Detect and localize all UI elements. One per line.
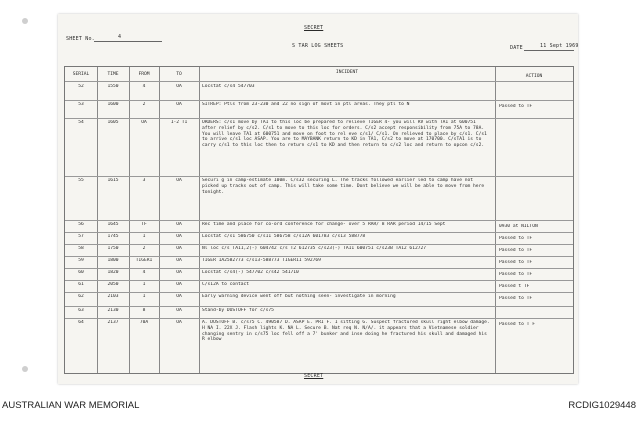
row-divider xyxy=(65,176,573,177)
classification-top: SECRET xyxy=(304,25,324,31)
date-label: DATE xyxy=(510,45,523,51)
cell-time: 2103 xyxy=(107,294,119,299)
cell-time: 1800 xyxy=(107,258,119,263)
row-divider xyxy=(65,100,573,101)
cell-from: 1 xyxy=(142,234,146,239)
cell-incident: Locstat c/s4(-) 547702 c/s42 541710 xyxy=(202,270,299,275)
cell-incident: A. DUSTOFF B. c/s75 C. 490587 D. ASAP E. PRI F. 1 sitting G. Suspect fractured skull right elbow damage. H NA I. 22X J. Flash lights K. NA L. Secure B. Nat req N. N/A/. it appears that a Vietnamese soldier changing sentry in c/s75 loc fell off a 7' bunker and inse doing he fractured his skull and damaged his R elbow xyxy=(202,320,490,343)
col-header-from: FROM xyxy=(138,72,150,77)
cell-action: Passed to TF xyxy=(499,272,533,277)
cell-action: Passed to TF xyxy=(499,236,533,241)
cell-action xyxy=(499,180,571,223)
cell-serial: 59 xyxy=(78,258,84,263)
cell-serial: 61 xyxy=(78,282,84,287)
cell-from: 4 xyxy=(142,84,146,89)
cell-serial: 54 xyxy=(78,120,84,125)
cell-incident: Early warning device went off but nothing seen- investigate in morning xyxy=(202,294,396,299)
col-header-to: TO xyxy=(176,72,182,77)
cell-serial: 57 xyxy=(78,234,84,239)
cell-to: OA xyxy=(176,258,182,263)
cell-time: 2130 xyxy=(107,308,119,313)
row-divider xyxy=(65,256,573,257)
col-header-serial: SERIAL xyxy=(72,72,90,77)
cell-to: 1-2 T1 xyxy=(170,120,188,125)
cell-to: OA xyxy=(176,246,182,251)
archive-reference: RCDIG1029448 xyxy=(568,400,636,411)
cell-serial: 56 xyxy=(78,222,84,227)
cell-incident: Rec time and place for co-ord conference for change- over 5 RAR/ 8 RAR period 14/15 Sept xyxy=(202,222,446,227)
cell-to: OA xyxy=(176,282,182,287)
log-sheet xyxy=(58,14,578,384)
log-title: S TAR LOG SHEETS xyxy=(292,43,344,49)
row-divider xyxy=(65,220,573,221)
col-header-time: TIME xyxy=(107,72,119,77)
cell-action xyxy=(499,86,571,99)
cell-incident: ORDERS: c/s1 move by TA1 to this loc be prepared to relieve TIGER 4- you will RV with TA1 at 600751 after relief by c/s2. C/s1 to move to this loc for orders. C/s2 accept responsibility from 75A to 78A. You will leave TA1 at 600751 and move on foot to rel eve c/s1/ C/s1. On relieved to place by c/s1. C/s1 to arrive c/s1 loc ASAP. You are to MAYBANK return to KD in TA1, C/s2 to move at 170700. C/sTA1 is to carry c/s1 to this loc then to return c/s1 to KD and then return to c/s2 loc and return to opcon c/s2. xyxy=(202,120,487,149)
cell-action: Passed t TF xyxy=(499,284,530,289)
row-divider xyxy=(65,232,573,233)
cell-to: OA xyxy=(176,102,182,107)
cell-from: TF xyxy=(141,222,147,227)
classification-bottom: SECRET xyxy=(304,373,324,379)
cell-serial: 63 xyxy=(78,308,84,313)
date-underline xyxy=(524,50,574,51)
cell-incident: Securi g in camp-estimate 100m. C/s32 securing L. The tracks followed earlier led to camp have not picked up tracks out of camp. This will take some time. Dont believe we will be able to move from here tonight. xyxy=(202,178,485,195)
cell-incident: Locstat c/s1 586750 c/s11 586758 c/s12A 601783 c/s13 588778 xyxy=(202,234,366,239)
log-table xyxy=(64,66,574,374)
archive-name: AUSTRALIAN WAR MEMORIAL xyxy=(2,400,140,411)
header-divider xyxy=(65,81,573,82)
cell-action: Passed to T F xyxy=(499,322,535,327)
cell-to: OA xyxy=(176,222,182,227)
cell-from: 1 xyxy=(142,282,146,287)
col-header-action: ACTION xyxy=(525,74,543,79)
cell-from: 4 xyxy=(142,270,146,275)
sheet-number: 4 xyxy=(118,34,122,40)
cell-to: OA xyxy=(176,308,182,313)
cell-time: 2050 xyxy=(107,282,119,287)
cell-incident: Stand-by DUSTOFF for c/s75 xyxy=(202,308,274,313)
row-divider xyxy=(65,292,573,293)
cell-time: 1600 xyxy=(107,102,119,107)
row-divider xyxy=(65,244,573,245)
cell-serial: 58 xyxy=(78,246,84,251)
cell-incident: TIGER 1A2582773 c/s13-588773 TIGER11 592769 xyxy=(202,258,321,263)
cell-time: 1645 xyxy=(107,222,119,227)
cell-time: 1615 xyxy=(107,178,119,183)
cell-action xyxy=(499,122,571,179)
cell-to: OA xyxy=(176,270,182,275)
cell-serial: 62 xyxy=(78,294,84,299)
cell-action: Passed to TF xyxy=(499,104,533,109)
cell-incident: Locstat c/s4 547703 xyxy=(202,84,255,89)
cell-time: 2137 xyxy=(107,320,119,325)
cell-to: OA xyxy=(176,320,182,325)
cell-from: 70A xyxy=(139,320,149,325)
cell-time: 1820 xyxy=(107,270,119,275)
cell-to: OA xyxy=(176,84,182,89)
row-divider xyxy=(65,318,573,319)
cell-serial: 52 xyxy=(78,84,84,89)
col-header-incident: INCIDENT xyxy=(335,70,359,75)
sheet-label: SHEET No. xyxy=(66,36,95,42)
punch-hole-bottom xyxy=(22,366,28,372)
cell-action xyxy=(499,310,571,321)
cell-serial: 55 xyxy=(78,178,84,183)
cell-incident: C/s12A to contact xyxy=(202,282,250,287)
cell-incident: Nl loc c/s TA11,2(-) 604742 c/s T2 612735 c/s23(-) TA11 600751 c/s23B TA12 612727 xyxy=(202,246,427,251)
cell-to: OA xyxy=(176,178,182,183)
cell-from: 8 xyxy=(142,308,146,313)
row-divider xyxy=(65,306,573,307)
cell-action: Passed to TF xyxy=(499,248,533,253)
cell-to: OA xyxy=(176,234,182,239)
row-divider xyxy=(65,268,573,269)
cell-from: TIGER1 xyxy=(135,258,153,263)
cell-to: OA xyxy=(176,294,182,299)
cell-from: 1 xyxy=(142,294,146,299)
cell-from: OA xyxy=(141,120,147,125)
cell-serial: 60 xyxy=(78,270,84,275)
row-divider xyxy=(65,280,573,281)
cell-action: Passed to TF xyxy=(499,260,533,265)
cell-action: 0930 at NILTON xyxy=(499,224,538,229)
cell-serial: 53 xyxy=(78,102,84,107)
cell-time: 1550 xyxy=(107,84,119,89)
cell-time: 1745 xyxy=(107,234,119,239)
sheet-number-underline xyxy=(94,41,162,42)
date-value: 11 Sept 1969 xyxy=(540,43,579,49)
row-divider xyxy=(65,118,573,119)
cell-from: 2 xyxy=(142,246,146,251)
cell-time: 1750 xyxy=(107,246,119,251)
cell-from: 3 xyxy=(142,178,146,183)
cell-incident: SITREP: Ptls from 23-230 and 22 no sign of movt in ptl areas. They ptl to N xyxy=(202,102,410,107)
cell-action: Passed to TF xyxy=(499,296,533,301)
cell-serial: 64 xyxy=(78,320,84,325)
punch-hole-top xyxy=(22,18,28,24)
cell-time: 1605 xyxy=(107,120,119,125)
cell-from: 2 xyxy=(142,102,146,107)
